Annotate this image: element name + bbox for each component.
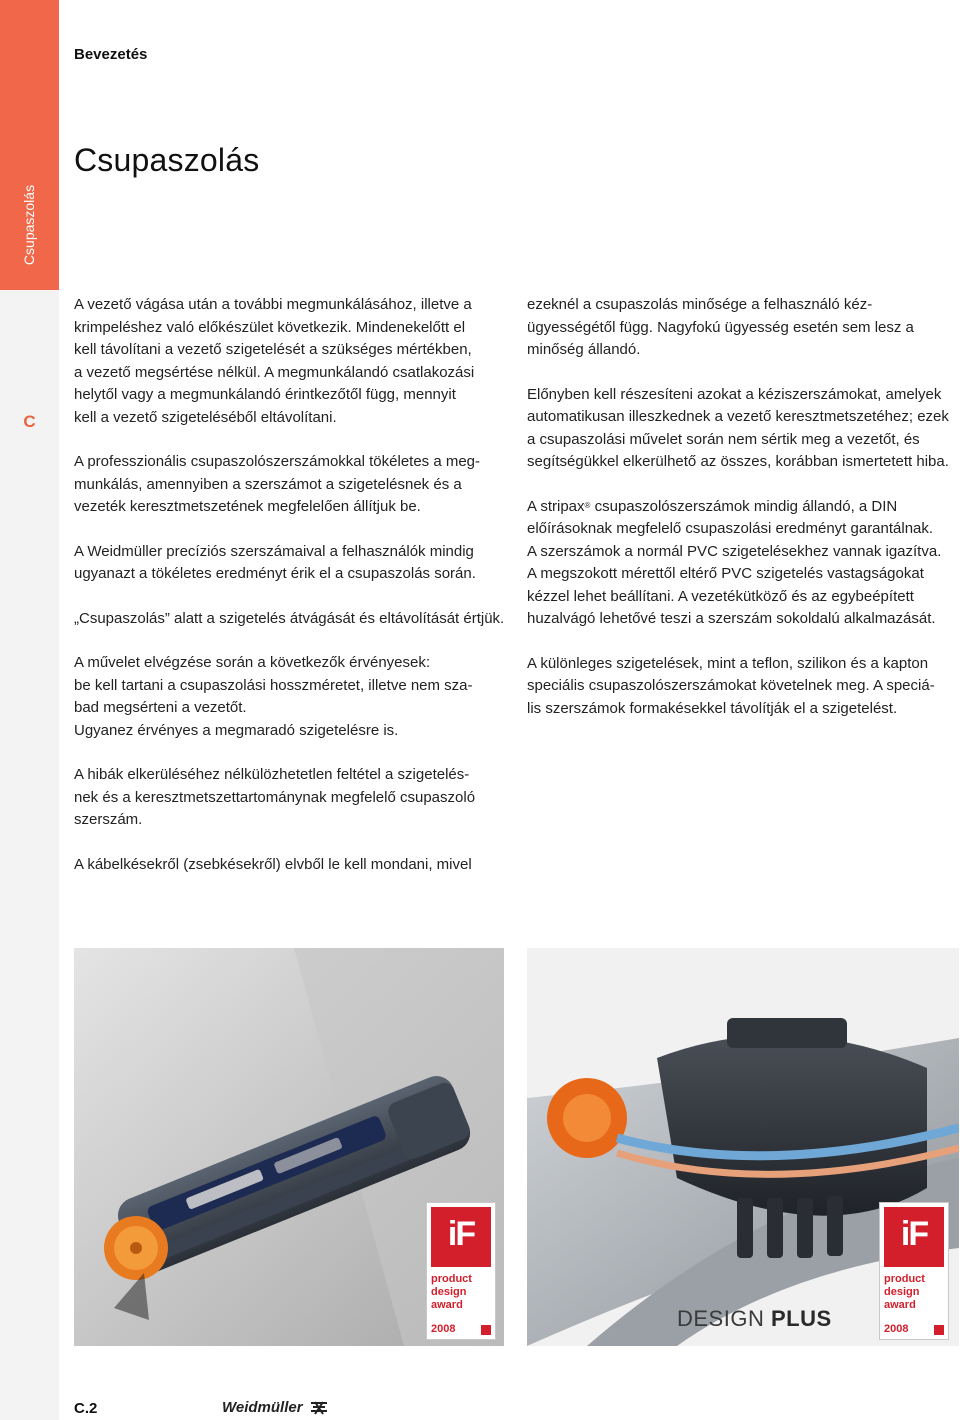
paragraph xyxy=(74,608,504,631)
text-line: speciális csupaszolószerszámokat követelnek meg. A speciá- xyxy=(527,677,935,694)
text-line: segítségükkel elkerülhető az összes, korábban ismertetett hiba. xyxy=(527,453,949,470)
page-number: C.2 xyxy=(74,1400,98,1417)
text-line: krimpeléshez való előkészület következik. Mindenekelőtt el xyxy=(74,318,466,336)
weidmuller-wordmark: Weidmüller xyxy=(222,1399,303,1416)
text-line: ezeknél a csupaszolás minősége a felhasználó kéz- xyxy=(527,296,873,313)
weidmuller-logo-icon xyxy=(309,1400,329,1416)
right-text-column xyxy=(527,294,959,742)
text-line: Ugyanez érvényes a megmaradó szigetelésre is. xyxy=(74,721,399,739)
text-line: előírásoknak megfelelő csupaszolási eredményt garantálnak. xyxy=(527,520,934,537)
paragraph xyxy=(527,496,959,631)
page-title: Csupaszolás xyxy=(74,142,260,178)
text-line: huzalvágó lehetővé teszi a szerszám sokoldalú alkalmazását. xyxy=(527,610,936,627)
section-label: Bevezetés xyxy=(74,46,148,63)
text-fragment: csupaszolószerszámok mindig állandó, a DIN xyxy=(590,497,898,515)
text-line: helytől vagy a megmunkálandó érintkezőtől függ, mennyit xyxy=(74,386,456,403)
stripax-tool-photo xyxy=(527,948,959,1346)
paragraph xyxy=(527,653,959,721)
paragraph xyxy=(74,764,504,832)
chapter-tab-label: Csupaszolás xyxy=(21,184,37,266)
text-line: A szerszámok a normál PVC szigetelésekhez vannak igazítva. xyxy=(527,542,942,560)
award-text: product design award xyxy=(884,1273,925,1311)
chapter-tab[interactable] xyxy=(0,0,59,290)
stripax-text: A stripax xyxy=(527,497,585,515)
award-year: 2008 xyxy=(884,1323,909,1335)
text-line: Előnyben kell részesíteni azokat a kéziszerszámokat, amelyek xyxy=(527,385,942,403)
text-line: A megszokott mérettől eltérő PVC szigetelés vastagságokat xyxy=(527,565,924,582)
left-text-column xyxy=(74,294,504,898)
paragraph xyxy=(74,854,504,877)
product-design-award-badge xyxy=(879,1202,949,1340)
text-line: a vezető megsértése nélkül. A megmunkálandó csatlakozási xyxy=(74,363,475,381)
product-design-award-badge xyxy=(426,1202,496,1340)
text-line: a csupaszolási művelet során nem sértik meg a vezetőt, és xyxy=(527,430,920,448)
registered-mark: ® xyxy=(584,500,591,510)
if-logo-icon: iF xyxy=(884,1207,944,1267)
side-strip xyxy=(0,290,59,1420)
text-line: bad megsérteni a vezetőt. xyxy=(74,699,247,716)
text-line: „Csupaszolás” alatt a szigetelés átvágását és eltávolítását értjük. xyxy=(74,609,505,627)
text-line: A Weidmüller precíziós szerszámaival a felhasználók mindig xyxy=(74,542,474,560)
text-line: A kábelkésekről (zsebkésekről) elvből le kell mondani, mivel xyxy=(74,855,472,873)
award-square-icon xyxy=(934,1325,944,1335)
text-line: munkálás, amennyiben a szerszámot a szigetelésnek és a xyxy=(74,475,462,493)
section-letter: C xyxy=(23,412,36,431)
text-line: vezeték keresztmetszetének megfelelően állítjuk be. xyxy=(74,498,421,515)
text-line: A művelet elvégzése során a következők érvényesek: xyxy=(74,654,431,671)
text-line: kell távolítani a vezető szigetelését a szükséges mértékben, xyxy=(74,341,472,358)
text-line: nek és a keresztmetszettartománynak megfelelő csupaszoló xyxy=(74,788,476,806)
text-line: kézzel lehet beállítani. A vezetékütköző és az egybeépített xyxy=(527,587,914,605)
paragraph xyxy=(74,451,504,519)
text-line: ügyességétől függ. Nagyfokú ügyesség esetén sem lesz a xyxy=(527,318,914,336)
text-line: A vezető vágása után a további megmunkálásához, illetve a xyxy=(74,296,472,313)
text-line: szerszám. xyxy=(74,811,143,828)
text-line: ugyanazt a tökéletes eredményt érik el a csupaszolás során. xyxy=(74,565,476,582)
text-line: A hibák elkerüléséhez nélkülözhetetlen feltétel a szigetelés- xyxy=(74,766,470,783)
paragraph xyxy=(527,294,959,362)
text-line: A különleges szigetelések, mint a teflon, szilikon és a kapton xyxy=(527,654,929,672)
text-line: be kell tartani a csupaszolási hosszméretet, illetve nem sza- xyxy=(74,676,473,694)
text-line: minőség állandó. xyxy=(527,341,641,358)
if-logo-icon: iF xyxy=(431,1207,491,1267)
award-text: product design award xyxy=(431,1273,472,1311)
paragraph xyxy=(74,294,504,429)
paragraph xyxy=(527,384,959,474)
text-line: lis szerszámok formakésekkel távolítják el a szigetelést. xyxy=(527,699,898,717)
text-line: automatikusan illeszkednek a vezető keresztmetszetéhez; ezek xyxy=(527,408,949,425)
text-line: kell a vezető szigeteléséből eltávolítani. xyxy=(74,408,337,426)
text-line: A professzionális csupaszolószerszámokkal tökéletes a meg- xyxy=(74,453,481,470)
award-square-icon xyxy=(481,1325,491,1335)
design-plus-logo: DESIGN PLUS xyxy=(677,1306,832,1331)
paragraph xyxy=(74,652,504,742)
text-line xyxy=(527,496,959,519)
paragraph xyxy=(74,541,504,586)
award-year: 2008 xyxy=(431,1323,456,1335)
